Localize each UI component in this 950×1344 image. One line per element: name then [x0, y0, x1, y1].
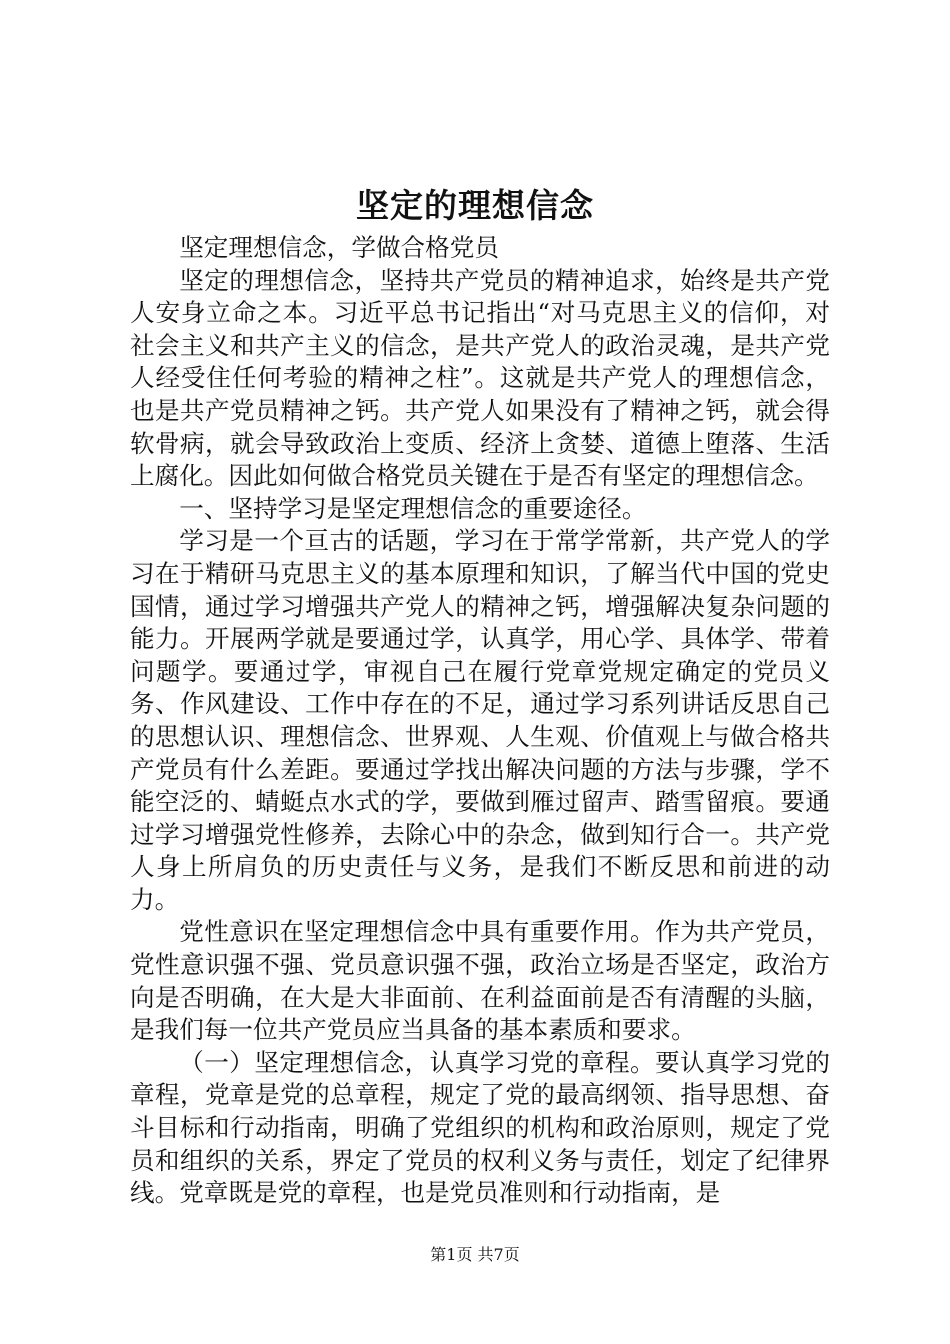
document-body [130, 232, 830, 1210]
body-paragraph: （一）坚定理想信念，认真学习党的章程。要认真学习党的章程，党章是党的总章程，规定了党的最高纲领、指导思想、奋斗目标和行动指南，明确了党组织的机构和政治原则，规定了党员和组织的关系，界定了党员的权利义务与责任，划定了纪律界线。党章既是党的章程，也是党员准则和行动指南，是 [130, 1047, 830, 1208]
body-paragraph: 学习是一个亘古的话题，学习在于常学常新，共产党人的学习在于精研马克思主义的基本原理和知识，了解当代中国的党史国情，通过学习增强共产党人的精神之钙，增强解决复杂问题的能力。开展两学就是要通过学，认真学，用心学、具体学、带着问题学。要通过学，审视自己在履行党章党规定确定的党员义务、作风建设、工作中存在的不足，通过学习系列讲话反思自己的思想认识、理想信念、世界观、人生观、价值观上与做合格共产党员有什么差距。要通过学找出解决问题的方法与步骤，学不能空泛的、蜻蜓点水式的学，要做到雁过留声、踏雪留痕。要通过学习增强党性修养，去除心中的杂念，做到知行合一。共产党人身上所肩负的历史责任与义务，是我们不断反思和前进的动力。 [130, 526, 830, 914]
subtitle-paragraph: 坚定理想信念，学做合格党员 [179, 233, 499, 262]
body-paragraph: 党性意识在坚定理想信念中具有重要作用。作为共产党员，党性意识强不强、党员意识强不强，政治立场是否坚定，政治方向是否明确，在大是大非面前、在利益面前是否有清醒的头脑，是我们每一位共产党员应当具备的基本素质和要求。 [130, 917, 830, 1045]
page-footer: 第1页 共7页 [430, 1245, 520, 1264]
body-paragraph: 坚定的理想信念，坚持共产党员的精神追求，始终是共产党人安身立命之本。习近平总书记指出“对马克思主义的信仰，对社会主义和共产主义的信念，是共产党人的政治灵魂，是共产党人经受住任何考验的精神之柱”。这就是共产党人的理想信念，也是共产党员精神之钙。共产党人如果没有了精神之钙，就会得软骨病，就会导致政治上变质、经济上贪婪、道德上堕落、生活上腐化。因此如何做合格党员关键在于是否有坚定的理想信念。 [130, 265, 830, 491]
document-title: 坚定的理想信念 [356, 186, 594, 225]
section-heading: 一、坚持学习是坚定理想信念的重要途径。 [179, 493, 647, 523]
